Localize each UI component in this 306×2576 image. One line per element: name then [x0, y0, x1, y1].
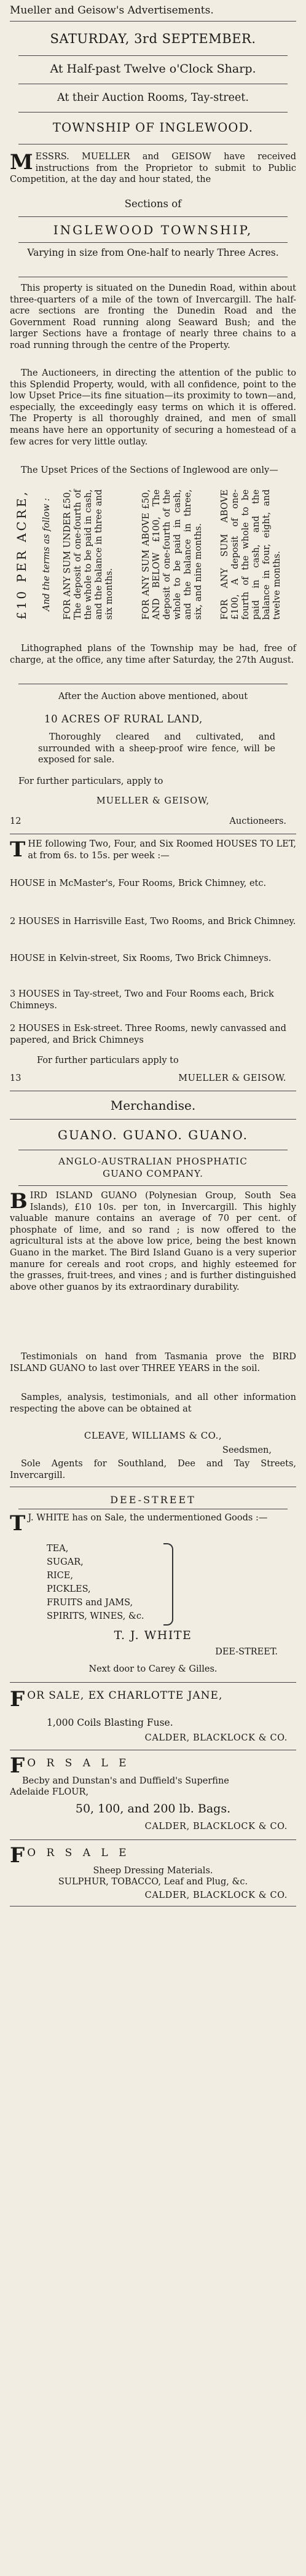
auction-place: At their Auction Rooms, Tay-street.	[57, 92, 249, 104]
dropcap-letter: F	[10, 1753, 25, 1778]
dropcap-letter: T	[10, 837, 26, 862]
agent-address: Sole Agents for Southland, Dee and Tay Streets, Invercargill.	[10, 1459, 296, 1480]
guano-testimonials: Testimonials on hand from Tasmania prove the BIRD ISLAND GUANO to last over THREE YEARS in the soil.	[10, 1352, 296, 1373]
term-under-50: FOR ANY SUM UNDER £50, The deposit of one-fourth of the whole to be paid in cash, and the balance in three and six months.	[63, 489, 114, 620]
auction-time: At Half-past Twelve o'Clock Sharp.	[50, 62, 256, 76]
goods-item: PICKLES,	[47, 1584, 91, 1594]
for-sale-title: OR SALE, EX CHARLOTTE JANE,	[27, 1689, 223, 1702]
auction-announcement	[10, 31, 296, 47]
divider	[10, 21, 296, 22]
goods-item: SPIRITS, WINES, &c.	[47, 1611, 144, 1621]
company-name: ANGLO-AUSTRALIAN PHOSPHATIC	[58, 1156, 248, 1167]
intro-text: ESSRS. MUELLER and GEISOW have received instructions from the Proprietor to submit to Public Competition, at the day and hour stated, the	[10, 152, 296, 185]
remarks-paragraph: The Auctioneers, in directing the attention of the public to this Splendid Property, would, with all confidence, point to the low Upset Price—its fine situation—its proximity to town—and, especially, the exceedingly easy terms on which it is offered. The Property is all thoroughly drained, and men of small means have here an opportunity of securing a homestead of a few acres for very little outlay.	[10, 368, 296, 447]
divider	[18, 1185, 288, 1186]
for-sale-sheep	[10, 1843, 296, 1868]
house-list	[10, 878, 296, 890]
divider	[18, 216, 288, 217]
goods-bracket	[163, 1543, 173, 1626]
property-description	[10, 283, 296, 352]
house-item: 3 HOUSES in Tay-street, Two and Four Rooms each, Brick Chimneys.	[10, 989, 274, 1011]
rural-land-text: Thoroughly cleared and cultivated, and surrounded with a sheep-proof wire fence, will be exposed for sale.	[38, 732, 275, 765]
houses-further: For further particulars apply to	[37, 1056, 179, 1065]
guano-intro: IRD ISLAND GUANO (Polynesian Group, South Sea Islands), £10 10s. per ton, in Invercargill. This highly valuable manure contains an average of 70 per cent. of phosphate of lime, and so rand ; is now offered to the agricultural ists at the above low price, being the best known Guano in the market. The Bird Island Guano is a very superior manure for cereals and root crops, and highly esteemed for the grasses, fruit-trees, and vines ; and is further distinguished above other guanos by its extraordinary durability.	[10, 1191, 296, 1292]
white-name: T. J. WHITE	[114, 1629, 192, 1642]
firm-name: CALDER, BLACKLOCK & CO.	[144, 1891, 288, 1900]
auction-date: SATURDAY, 3rd SEPTEMBER.	[50, 31, 256, 46]
house-item: 2 HOUSES in Harrisville East, Two Rooms, and Brick Chimney.	[10, 917, 296, 926]
upset-paragraph: The Upset Prices of the Sections of Inglewood are only—	[21, 465, 278, 475]
auctioneer-remarks	[10, 368, 296, 448]
goods-item: SUGAR,	[47, 1557, 84, 1567]
divider	[18, 112, 288, 113]
township-title: TOWNSHIP OF INGLEWOOD.	[52, 121, 254, 135]
litho-paragraph: Lithographed plans of the Township may be had, free of charge, at the office, any time after Saturday, the 27th August.	[10, 644, 296, 665]
divider	[10, 1119, 296, 1120]
litho-notice	[10, 643, 296, 666]
rural-land-description	[10, 732, 296, 766]
firm-name: MUELLER & GEISOW,	[96, 796, 210, 806]
agent-role: Seedsmen,	[222, 1445, 272, 1455]
goods-item: RICE,	[47, 1571, 73, 1581]
township-name: INGLEWOOD TOWNSHIP,	[53, 223, 253, 237]
guano-title: GUANO. GUANO. GUANO.	[58, 1128, 248, 1142]
sheep-line: Sheep Dressing Materials.	[93, 1866, 213, 1876]
term-above-100: FOR ANY SUM ABOVE £100, A deposit of one-fourth of the whole to be paid in cash, and the balance in four, eight, and twelve months.	[220, 489, 282, 620]
company-name-2: GUANO COMPANY.	[103, 1168, 203, 1179]
for-sale-fuse	[10, 1687, 296, 1712]
houses-to-let	[10, 839, 296, 861]
upset-prices	[10, 465, 296, 476]
dropcap-letter: F	[10, 1843, 25, 1868]
merchandise-heading: Merchandise.	[110, 1098, 196, 1113]
divider	[10, 1839, 296, 1840]
agent-name: CLEAVE, WILLIAMS & CO.,	[84, 1430, 222, 1441]
advert-number: 13	[10, 1073, 22, 1083]
bag-sizes: 50, 100, and 200 lb. Bags.	[75, 1802, 231, 1815]
auction-signature	[10, 816, 296, 829]
guano-description	[10, 1190, 296, 1293]
houses-signature	[10, 1073, 296, 1086]
dee-street-heading: DEE-STREET	[110, 1494, 196, 1506]
divider	[18, 55, 288, 56]
after-auction: After the Auction above mentioned, about	[58, 692, 248, 701]
firm-name: CALDER, BLACKLOCK & CO.	[144, 1822, 288, 1831]
signature-firm: MUELLER & GEISOW.	[178, 1073, 286, 1083]
signature-role: Auctioneers.	[229, 816, 286, 826]
goods-list	[10, 1542, 296, 1623]
sections-of: Sections of	[124, 198, 182, 210]
next-door: Next door to Carey & Gilles.	[88, 1664, 218, 1674]
house-item: 2 HOUSES in Esk-street. Three Rooms, newly canvassed and papered, and Brick Chimneys	[10, 1024, 286, 1045]
for-sale-title: O R S A L E	[27, 1757, 130, 1769]
white-intro	[10, 1511, 296, 1536]
guano-samples: Samples, analysis, testimonials, and all other information respecting the above can be obtained at	[10, 1393, 296, 1414]
sheep-line: SULPHUR, TOBACCO, Leaf and Plug, &c.	[58, 1877, 248, 1887]
goods-item: TEA,	[47, 1544, 69, 1554]
terms-heading: And the terms as follow :	[42, 498, 52, 611]
rural-land-heading: 10 ACRES OF RURAL LAND,	[44, 713, 203, 725]
advert-number: 12	[10, 816, 22, 826]
term-50-to-100: FOR ANY SUM ABOVE £50, AND BELOW £100, The deposit of one-fourth of the whole to be paid in cash, and the balance in three, six, and nine months.	[141, 489, 203, 620]
location-paragraph: This property is situated on the Dunedin Road, within about three-quarters of a mile of the town of Invercargill. The half-acre sections are fronting the Dunedin Road and the Government Road running along Seaward Bush; and the larger Sections have a frontage of nearly three chains to a road running through the centre of the Property.	[10, 283, 296, 350]
house-item: HOUSE in McMaster's, Four Rooms, Brick Chimney, etc.	[10, 879, 267, 888]
header-title: Mueller and Geisow's Advertisements.	[10, 4, 214, 17]
price-per-acre: £10 PER ACRE,	[14, 489, 29, 620]
for-sale-title: O R S A L E	[27, 1847, 130, 1859]
white-intro-text: J. WHITE has on Sale, the undermentioned Goods :—	[28, 1513, 268, 1523]
divider	[18, 242, 288, 243]
house-item: HOUSE in Kelvin-street, Six Rooms, Two Brick Chimneys.	[10, 954, 272, 963]
white-street: DEE-STREET.	[215, 1647, 278, 1657]
for-sale-flour	[10, 1755, 296, 1776]
goods-item: FRUITS and JAMS,	[47, 1598, 133, 1608]
dropcap-letter: T	[10, 1511, 26, 1536]
flour-line: Becby and Dunstan's and Duffield's Superfine	[22, 1776, 229, 1786]
dropcap-letter: B	[10, 1189, 28, 1214]
auction-intro	[10, 151, 296, 186]
firm-name: CALDER, BLACKLOCK & CO.	[144, 1733, 288, 1743]
section-sizes: Varying in size from One-half to nearly Three Acres.	[27, 247, 279, 258]
fuse-line: 1,000 Coils Blasting Fuse.	[47, 1717, 173, 1728]
divider	[10, 1682, 296, 1683]
houses-intro: HE following Two, Four, and Six Roomed HOUSES TO LET, at from 6s. to 15s. per week :—	[28, 839, 296, 861]
dropcap-letter: M	[10, 150, 33, 175]
advertisements-header	[10, 4, 296, 17]
flour-line: Adelaide FLOUR,	[10, 1787, 89, 1797]
price-terms-table	[10, 489, 296, 623]
dropcap-letter: F	[10, 1687, 25, 1712]
further-particulars: For further particulars, apply to	[18, 776, 163, 786]
